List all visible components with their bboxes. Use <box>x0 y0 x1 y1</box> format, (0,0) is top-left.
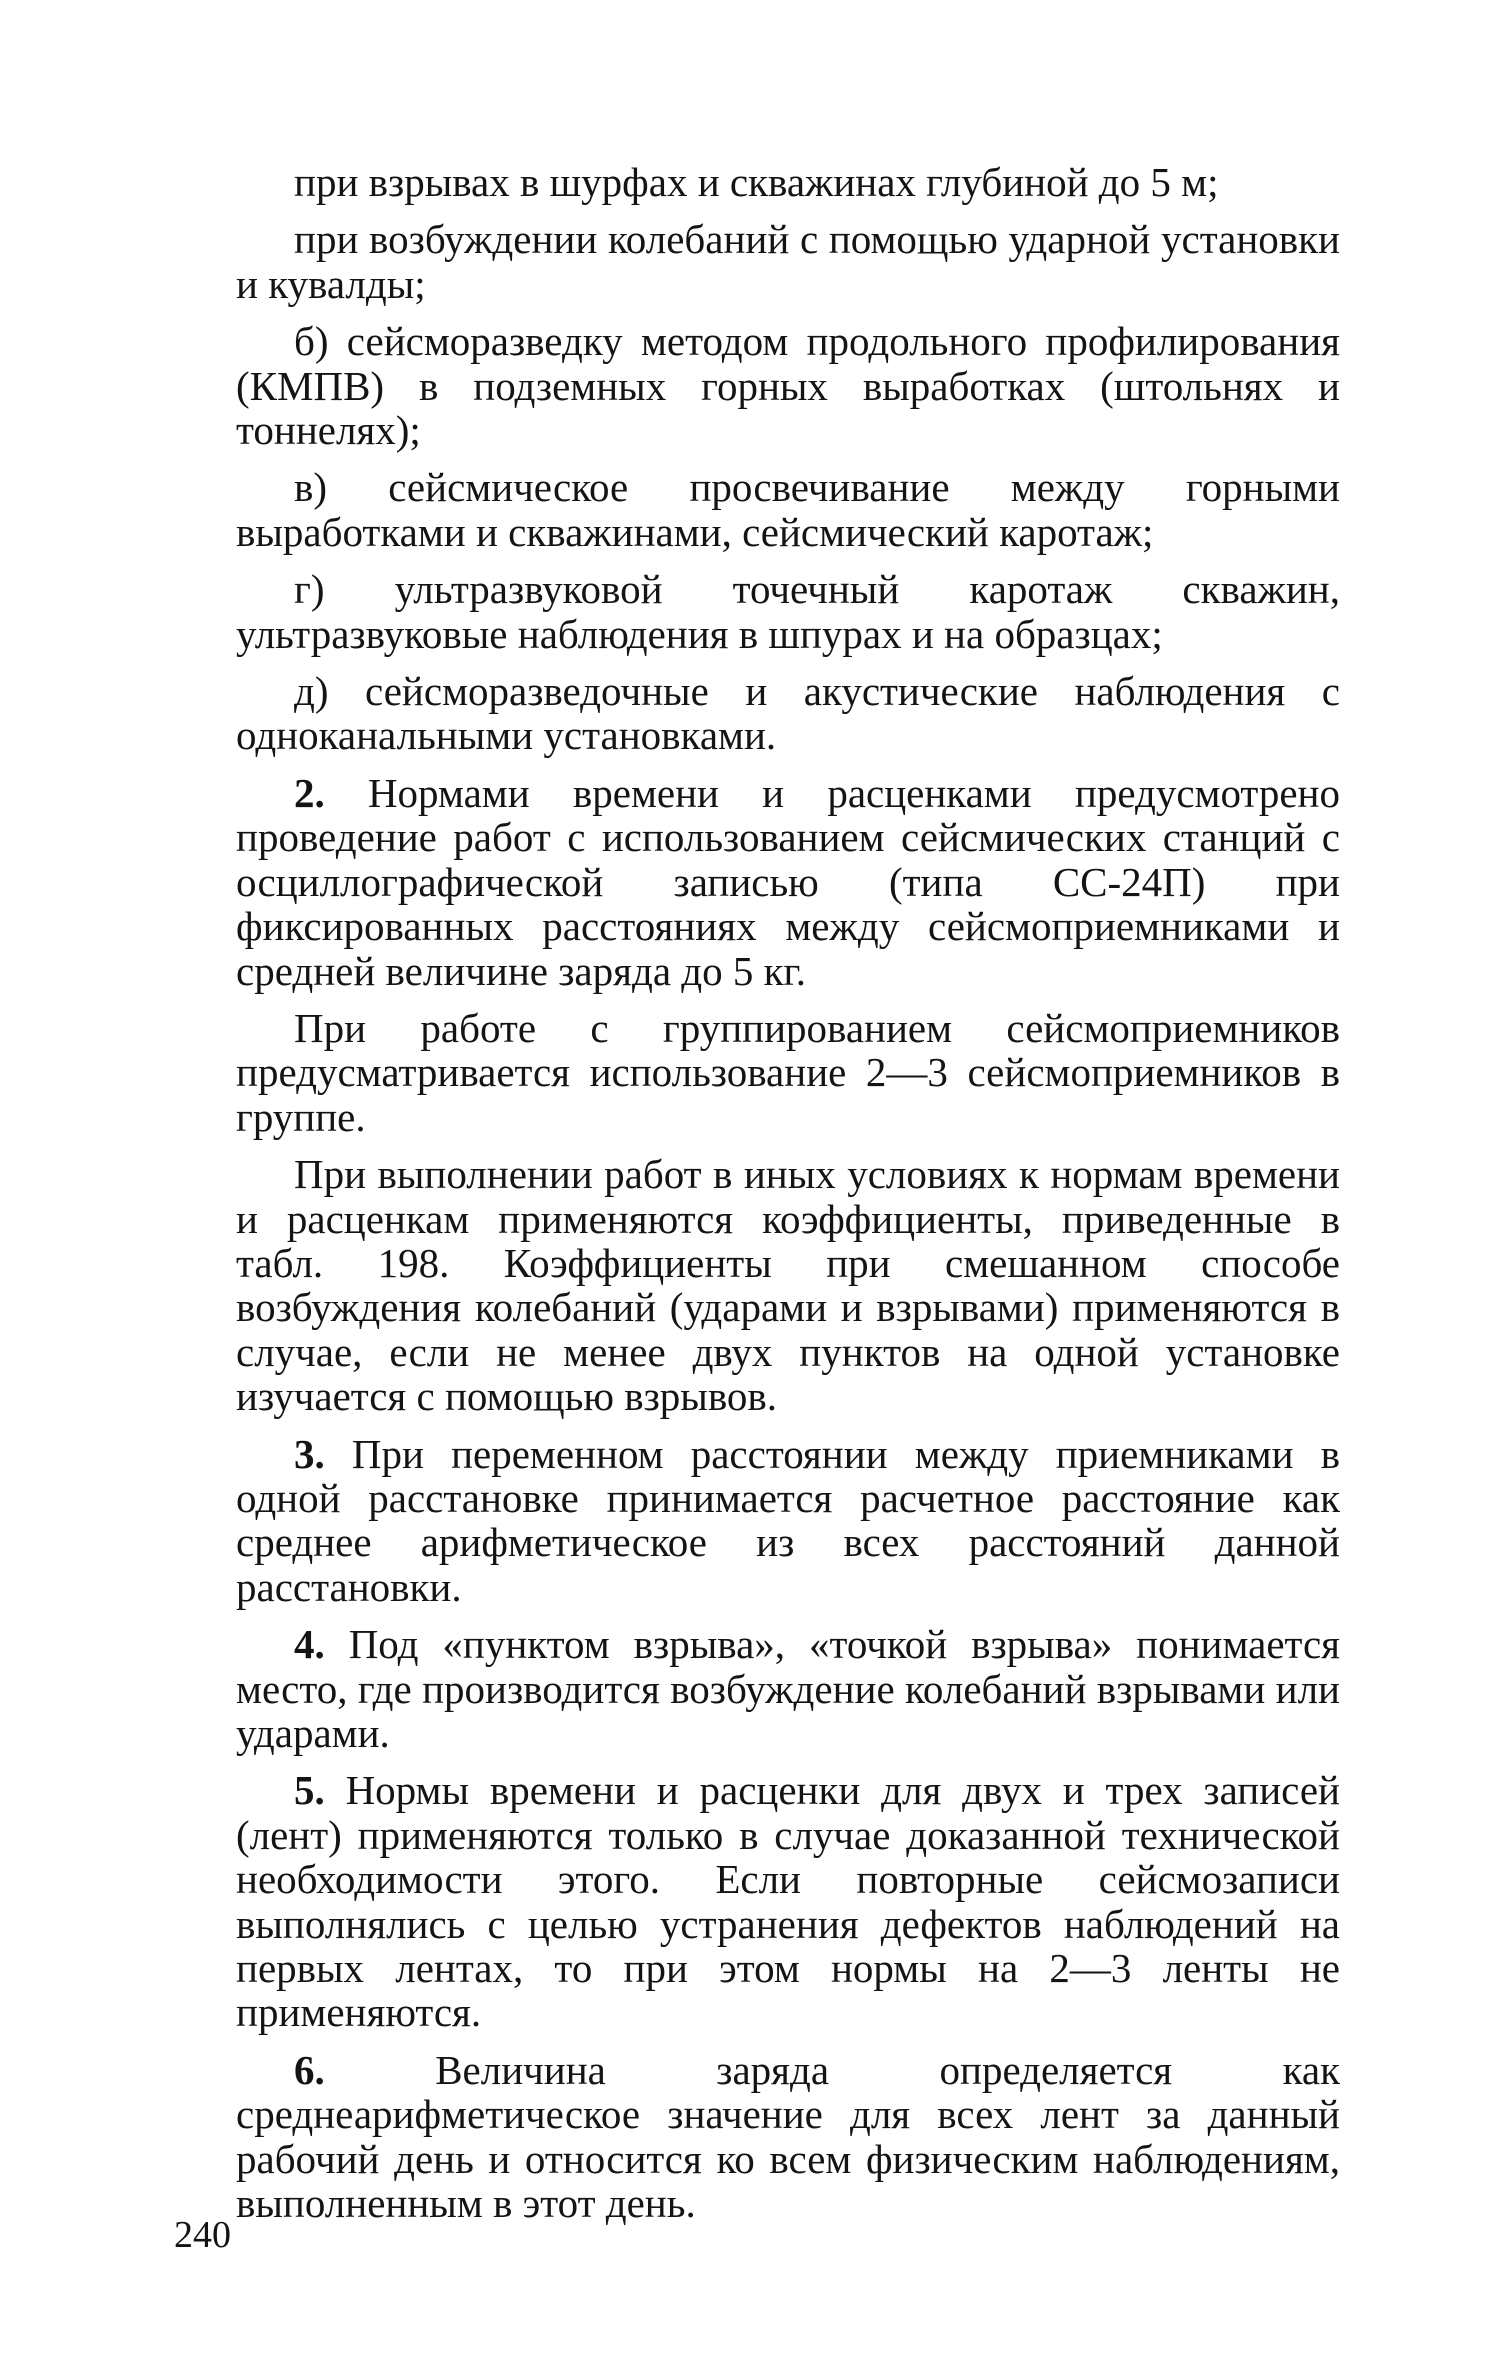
paragraph-text: Величина заряда определяется как среднеарифметическое значение для всех лент за данный рабочий день и относится ко всем физическим наблюдениям, выполненным в этот день. <box>236 2046 1340 2227</box>
numbered-paragraph <box>236 771 1340 993</box>
paragraph <box>236 319 1340 452</box>
paragraph-text: в) сейсмическое просвечивание между горными выработками и скважинами, сейсмический каротаж; <box>236 464 1340 555</box>
paragraph-text: б) сейсморазведку методом продольного профилирования (КМПВ) в подземных горных выработках (штольнях и тоннелях); <box>236 318 1340 454</box>
paragraph <box>236 160 1340 204</box>
paragraph-text: при возбуждении колебаний с помощью ударной установки и кувалды; <box>236 216 1340 307</box>
paragraph-text: При работе с группированием сейсмоприемников предусматривается использование 2—3 сейсмоприемников в группе. <box>236 1004 1340 1140</box>
paragraph-text: Нормами времени и расценками предусмотрено проведение работ с использованием сейсмических станций с осциллографической записью (типа СС-24П) при фиксированных расстояниях между сейсмоприемниками и средней величине заряда до 5 кг. <box>236 769 1340 994</box>
paragraph-text: Нормы времени и расценки для двух и трех записей (лент) применяются только в случае доказанной технической необходимости этого. Если повторные сейсмозаписи выполнялись с целью устранения дефектов наблюдений на первых лентах, то при этом нормы на 2—3 ленты не применяются. <box>236 1767 1340 2036</box>
paragraph <box>236 1152 1340 1418</box>
paragraph-text: Под «пунктом взрыва», «точкой взрыва» понимается место, где производится возбуждение колебаний взрывами или ударами. <box>236 1621 1340 1756</box>
paragraph <box>236 465 1340 554</box>
numbered-paragraph <box>236 1432 1340 1610</box>
paragraph-text: при взрывах в шурфах и скважинах глубиной до 5 м; <box>294 159 1219 205</box>
document-page <box>236 160 1340 2238</box>
paragraph-number: 5. <box>294 1767 325 1814</box>
paragraph <box>236 217 1340 306</box>
numbered-paragraph <box>236 1768 1340 2034</box>
paragraph-text: При переменном расстоянии между приемниками в одной расстановке принимается расчетное расстояние как среднее арифметическое из всех расстояний данной расстановки. <box>236 1430 1340 1610</box>
numbered-paragraph <box>236 2048 1340 2226</box>
paragraph-text: д) сейсморазведочные и акустические наблюдения с одноканальными установками. <box>236 668 1340 759</box>
paragraph-number: 2. <box>294 769 325 816</box>
numbered-paragraph <box>236 1622 1340 1755</box>
paragraph-number: 3. <box>294 1430 325 1477</box>
paragraph <box>236 567 1340 656</box>
paragraph-number: 4. <box>294 1621 325 1668</box>
paragraph <box>236 1006 1340 1139</box>
page-number: 240 <box>174 2214 231 2256</box>
paragraph <box>236 669 1340 758</box>
paragraph-number: 6. <box>294 2046 325 2093</box>
paragraph-text: г) ультразвуковой точечный каротаж скважин, ультразвуковые наблюдения в шпурах и на образцах; <box>236 566 1340 657</box>
paragraph-text: При выполнении работ в иных условиях к нормам времени и расценкам применяются коэффициенты, приведенные в табл. 198. Коэффициенты при смешанном способе возбуждения колебаний (ударами и взрывами) применяются в случае, если не менее двух пунктов на одной установке изучается с помощью взрывов. <box>236 1151 1340 1420</box>
